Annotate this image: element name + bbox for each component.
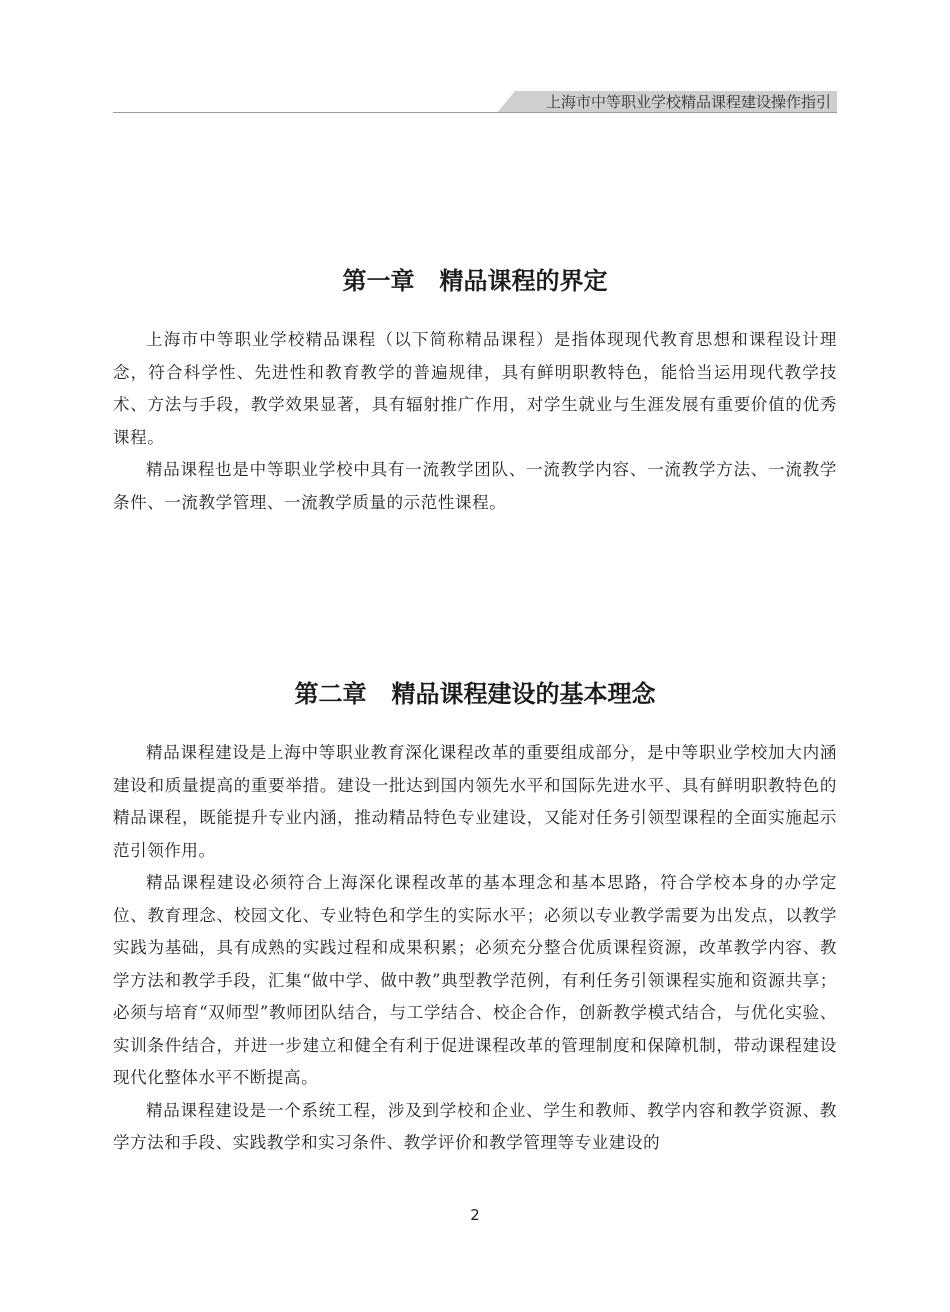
page-number: 2	[470, 1206, 480, 1224]
running-header-title: 上海市中等职业学校精品课程建设操作指引	[545, 93, 831, 111]
chapter-2-paragraph-1: 精品课程建设是上海中等职业教育深化课程改革的重要组成部分，是中等职业学校加大内涵建设和质量提高的重要举措。建设一批达到国内领先水平和国际先进水平、具有鲜明职教特色的精品课程，既能提升专业内涵，推动精品特色专业建设，又能对任务引领型课程的全面实施起示范引领作用。	[113, 743, 837, 860]
chapter-1-paragraph-2: 精品课程也是中等职业学校中具有一流教学团队、一流教学内容、一流教学方法、一流教学条件、一流教学管理、一流教学质量的示范性课程。	[113, 460, 837, 512]
chapter-2-title: 第二章 精品课程建设的基本理念	[294, 680, 656, 708]
chapter-1-title: 第一章 精品课程的界定	[342, 267, 608, 295]
chapter-2-body	[113, 737, 837, 1160]
header-rule	[113, 112, 837, 113]
chapter-1-paragraph-1: 上海市中等职业学校精品课程（以下简称精品课程）是指体现现代教育思想和课程设计理念，符合科学性、先进性和教育教学的普遍规律，具有鲜明职教特色，能恰当运用现代教学技术、方法与手段，教学效果显著，具有辐射推广作用，对学生就业与生涯发展有重要价值的优秀课程。	[113, 330, 837, 447]
chapter-2-paragraph-3: 精品课程建设是一个系统工程，涉及到学校和企业、学生和教师、教学内容和教学资源、教学方法和手段、实践教学和实习条件、教学评价和教学管理等专业建设的	[113, 1100, 837, 1152]
chapter-2-paragraph-2: 精品课程建设必须符合上海深化课程改革的基本理念和基本思路，符合学校本身的办学定位、教育理念、校园文化、专业特色和学生的实际水平；必须以专业教学需要为出发点，以教学实践为基础，具有成熟的实践过程和成果积累；必须充分整合优质课程资源，改革教学内容、教学方法和教学手段，汇集“做中学、做中教”典型教学范例，有利任务引领课程实施和资源共享；必须与培育“双师型”教师团队结合，与工学结合、校企合作，创新教学模式结合，与优化实验、实训条件结合，并进一步建立和健全有利于促进课程改革的管理制度和保障机制，带动课程建设现代化整体水平不断提高。	[113, 873, 837, 1087]
chapter-1-body	[113, 324, 837, 519]
